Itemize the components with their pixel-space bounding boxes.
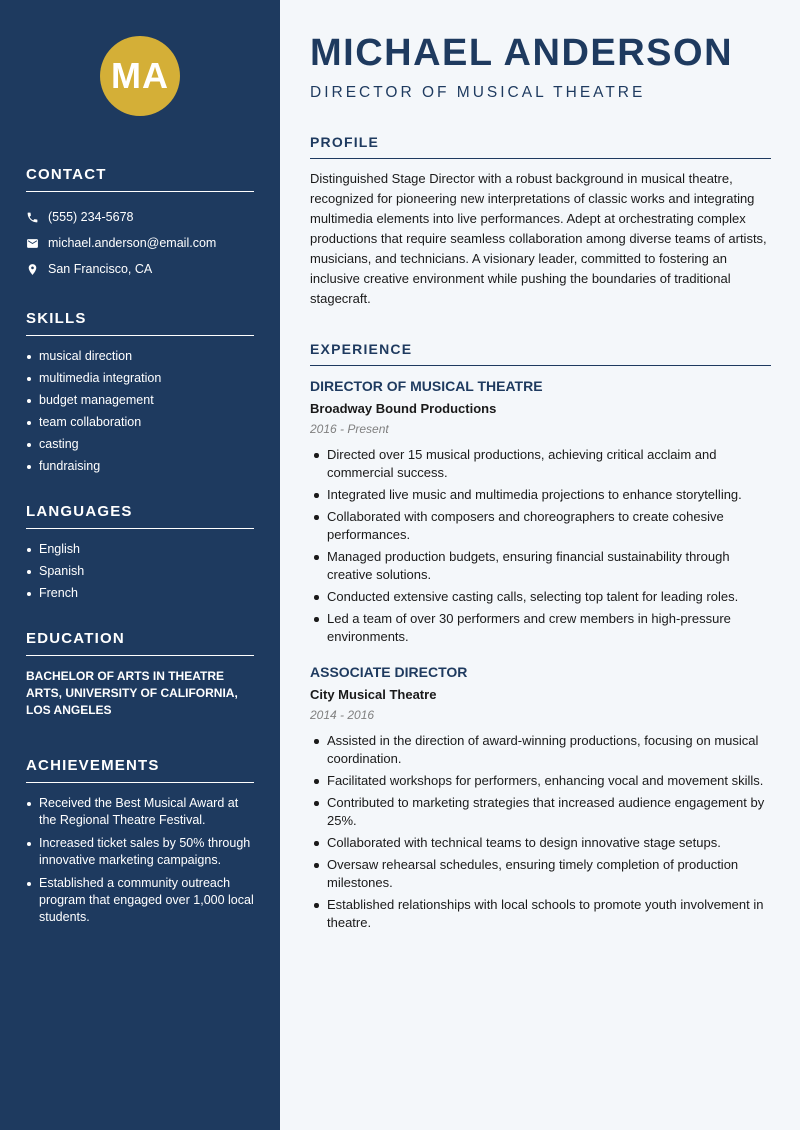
list-item: Received the Best Musical Award at the Regional Theatre Festival. (26, 795, 254, 829)
languages-section (26, 503, 254, 602)
job-dates: 2016 - Present (310, 422, 389, 436)
experience-entry (310, 664, 771, 932)
sidebar (0, 0, 280, 1130)
skills-heading: SKILLS (26, 310, 254, 336)
list-item: Established a community outreach program that engaged over 1,000 local students. (26, 875, 254, 926)
candidate-title: DIRECTOR OF MUSICAL THEATRE (310, 84, 646, 101)
list-item: casting (26, 436, 254, 453)
contact-email-text: michael.anderson@email.com (48, 236, 217, 250)
profile-summary: Distinguished Stage Director with a robust background in musical theatre, recognized for pioneering new interpretations of classic works and integrating multimedia elements into live performances. Adept at orchestrating complex productions that require seamless collaboration among diverse teams of artists, musicians, and technicians. A visionary leader, committed to fostering an inclusive creative environment while pushing the boundaries of traditional stagecraft. (310, 171, 767, 306)
list-item: Managed production budgets, ensuring financial sustainability through creative solutions. (310, 548, 771, 584)
skills-list (26, 348, 254, 475)
job-bullets (310, 732, 771, 932)
job-company: Broadway Bound Productions (310, 401, 497, 416)
list-item: Contributed to marketing strategies that increased audience engagement by 25%. (310, 794, 771, 830)
education-heading: EDUCATION (26, 630, 254, 656)
contact-phone-text: (555) 234-5678 (48, 210, 134, 224)
contact-section (26, 166, 254, 282)
education-degree: BACHELOR OF ARTS IN THEATRE ARTS, UNIVERSITY OF CALIFORNIA, LOS ANGELES (26, 669, 238, 717)
main-content (280, 0, 800, 1130)
list-item: Spanish (26, 563, 254, 580)
list-item: Directed over 15 musical productions, achieving critical acclaim and commercial success. (310, 446, 771, 482)
list-item: Increased ticket sales by 50% through innovative marketing campaigns. (26, 835, 254, 869)
education-section (26, 630, 254, 719)
languages-list (26, 541, 254, 602)
contact-heading: CONTACT (26, 166, 254, 192)
list-item: multimedia integration (26, 370, 254, 387)
languages-heading: LANGUAGES (26, 503, 254, 529)
list-item: Conducted extensive casting calls, selecting top talent for leading roles. (310, 588, 771, 606)
list-item: English (26, 541, 254, 558)
email-icon (26, 237, 39, 250)
contact-email (26, 230, 254, 256)
list-item: Oversaw rehearsal schedules, ensuring timely completion of production milestones. (310, 856, 771, 892)
experience-entry (310, 378, 771, 646)
contact-phone (26, 204, 254, 230)
job-company: City Musical Theatre (310, 687, 437, 702)
profile-heading: PROFILE (310, 134, 771, 159)
job-bullets (310, 446, 771, 646)
achievements-list (26, 795, 254, 926)
list-item: French (26, 585, 254, 602)
list-item: Integrated live music and multimedia projections to enhance storytelling. (310, 486, 771, 504)
list-item: Facilitated workshops for performers, enhancing vocal and movement skills. (310, 772, 771, 790)
list-item: Collaborated with composers and choreographers to create cohesive performances. (310, 508, 771, 544)
list-item: budget management (26, 392, 254, 409)
candidate-name: MICHAEL ANDERSON (310, 32, 734, 74)
list-item: fundraising (26, 458, 254, 475)
job-role: DIRECTOR OF MUSICAL THEATRE (310, 378, 543, 394)
list-item: Established relationships with local schools to promote youth involvement in theatre. (310, 896, 771, 932)
skills-section (26, 310, 254, 475)
list-item: Collaborated with technical teams to design innovative stage setups. (310, 834, 771, 852)
experience-heading: EXPERIENCE (310, 341, 771, 366)
avatar: MA (100, 36, 180, 116)
achievements-section (26, 757, 254, 926)
contact-location-text: San Francisco, CA (48, 262, 153, 276)
list-item: Assisted in the direction of award-winning productions, focusing on musical coordination. (310, 732, 771, 768)
phone-icon (26, 211, 39, 224)
list-item: team collaboration (26, 414, 254, 431)
job-dates: 2014 - 2016 (310, 708, 375, 722)
list-item: musical direction (26, 348, 254, 365)
location-pin-icon (26, 263, 39, 276)
achievements-heading: ACHIEVEMENTS (26, 757, 254, 783)
contact-location (26, 256, 254, 282)
list-item: Led a team of over 30 performers and crew members in high-pressure environments. (310, 610, 771, 646)
job-role: ASSOCIATE DIRECTOR (310, 664, 468, 680)
